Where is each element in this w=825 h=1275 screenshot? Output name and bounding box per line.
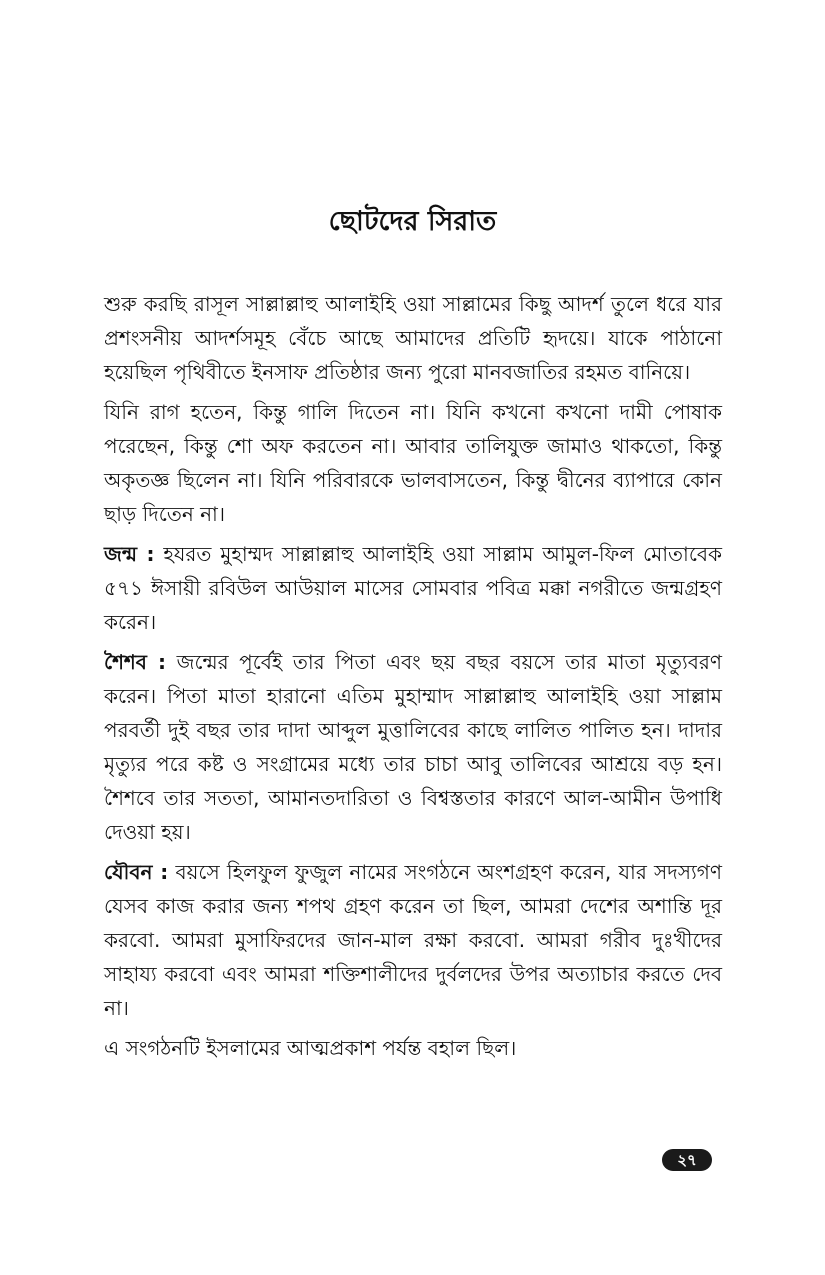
paragraph-intro [104, 287, 722, 389]
paragraph-text: বয়সে হিলফুল ফুজুল নামের সংগঠনে অংশগ্রহণ করেন, যার সদস্যগণ যেসব কাজ করার জন্য শপথ গ্রহণ করেন তা ছিল, আমরা দেশের অশান্তি দূর করবো. আমরা মুসাফিরদের জান-মাল রক্ষা করবো. আমরা গরীব দুঃখীদের সাহায্য করবো এবং আমরা শক্তিশালীদের দুর্বলদের উপর অত্যাচার করতে দেব না। [104, 860, 722, 1020]
paragraph-heading: জন্ম : [104, 542, 155, 566]
paragraph-character [104, 395, 722, 531]
paragraph-youth [104, 855, 722, 1025]
paragraph-heading: শৈশব : [104, 650, 167, 674]
paragraph-text: শুরু করছি রাসূল সাল্লাল্লাহু আলাইহি ওয়া সাল্লামের কিছু আদর্শ তুলে ধরে যার প্রশংসনীয় আদর্শসমূহ বেঁচে আছে আমাদের প্রতিটি হৃদয়ে। যাকে পাঠানো হয়েছিল পৃথিবীতে ইনসাফ প্রতিষ্ঠার জন্য পুরো মানবজাতির রহমত বানিয়ে। [104, 292, 722, 384]
page-number-badge: ২৭ [662, 1149, 712, 1171]
page-title: ছোটদের সিরাত [328, 206, 497, 237]
paragraph-birth [104, 537, 722, 639]
paragraph-text: যিনি রাগ হতেন, কিন্তু গালি দিতেন না। যিনি কখনো কখনো দামী পোষাক পরেছেন, কিন্তু শো অফ করতেন না। আবার তালিযুক্ত জামাও থাকতো, কিন্তু অকৃতজ্ঞ ছিলেন না। যিনি পরিবারকে ভালবাসতেন, কিন্তু দ্বীনের ব্যাপারে কোন ছাড় দিতেন না। [104, 400, 722, 526]
body-text [104, 287, 722, 1071]
paragraph-text: জন্মের পূর্বেই তার পিতা এবং ছয় বছর বয়সে তার মাতা মৃত্যুবরণ করেন। পিতা মাতা হারানো এতিম মুহাম্মাদ সাল্লাল্লাহু আলাইহি ওয়া সাল্লাম পরবর্তী দুই বছর তার দাদা আব্দুল মুত্তালিবের কাছে লালিত পালিত হন। দাদার মৃত্যুর পরে কষ্ট ও সংগ্রামের মধ্যে তার চাচা আবু তালিবের আশ্রয়ে বড় হন। শৈশবে তার সততা, আমানতদারিতা ও বিশ্বস্ততার কারণে আল-আমীন উপাধি দেওয়া হয়। [104, 650, 722, 844]
paragraph-conclusion [104, 1031, 722, 1065]
paragraph-childhood [104, 645, 722, 849]
paragraph-text: হযরত মুহাম্মদ সাল্লাল্লাহু আলাইহি ওয়া সাল্লাম আমুল-ফিল মোতাবেক ৫৭১ ঈসায়ী রবিউল আউয়াল মাসের সোমবার পবিত্র মক্কা নগরীতে জন্মগ্রহণ করেন। [104, 542, 723, 634]
paragraph-heading: যৌবন : [104, 860, 169, 884]
paragraph-text: এ সংগঠনটি ইসলামের আত্মপ্রকাশ পর্যন্ত বহাল ছিল। [104, 1036, 517, 1060]
